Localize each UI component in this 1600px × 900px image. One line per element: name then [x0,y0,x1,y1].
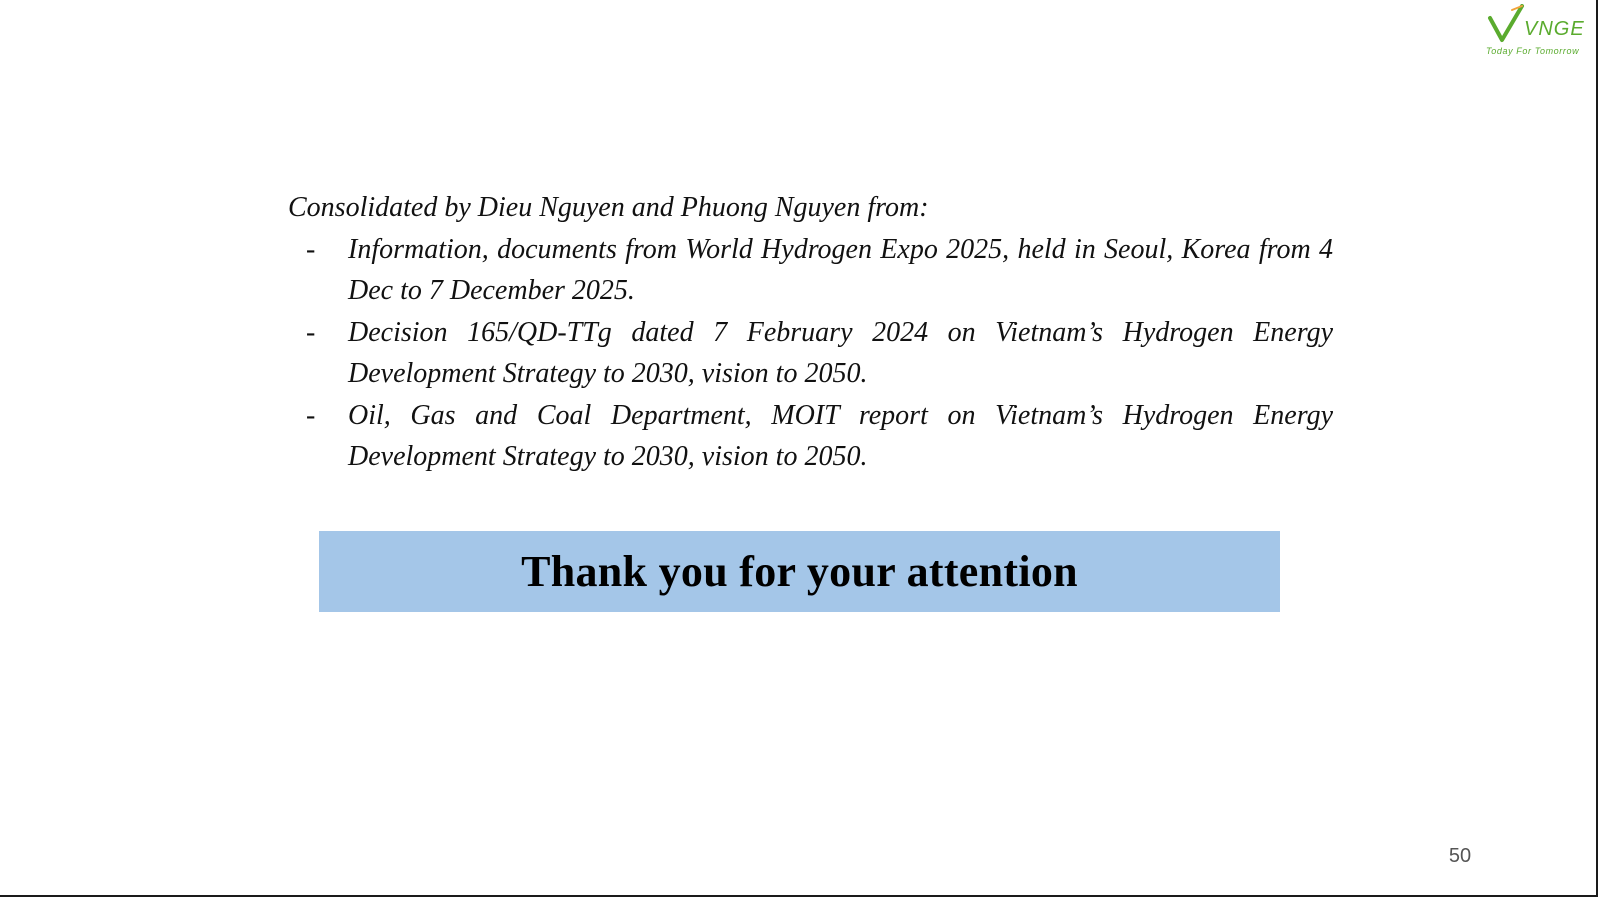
logo-text: VNGE [1524,18,1585,40]
thank-you-banner [319,531,1280,612]
page-number: 50 [1448,845,1472,867]
bullet-dash: - [306,233,316,265]
bullet-dash: - [306,399,316,431]
list-item [288,395,1333,478]
thank-you-text: Thank you for your attention [521,547,1078,596]
bullet-dash: - [306,316,316,348]
source-text: Oil, Gas and Coal Department, MOIT report on Vietnam’s Hydrogen Energy Development Strategy to 2030, vision to 2050. [348,399,1333,472]
intro-text: Consolidated by Dieu Nguyen and Phuong Nguyen from: [288,192,929,223]
vnge-logo [1482,4,1598,60]
source-text: Information, documents from World Hydrogen Expo 2025, held in Seoul, Korea from 4 Dec to 7 December 2025. [348,233,1333,306]
logo-tagline: Today For Tomorrow [1486,46,1580,56]
sources-list [288,229,1333,478]
list-item [288,312,1333,395]
source-text: Decision 165/QD-TTg dated 7 February 2024 on Vietnam’s Hydrogen Energy Development Strategy to 2030, vision to 2050. [348,316,1333,389]
sources-section [288,187,1333,478]
list-item [288,229,1333,312]
